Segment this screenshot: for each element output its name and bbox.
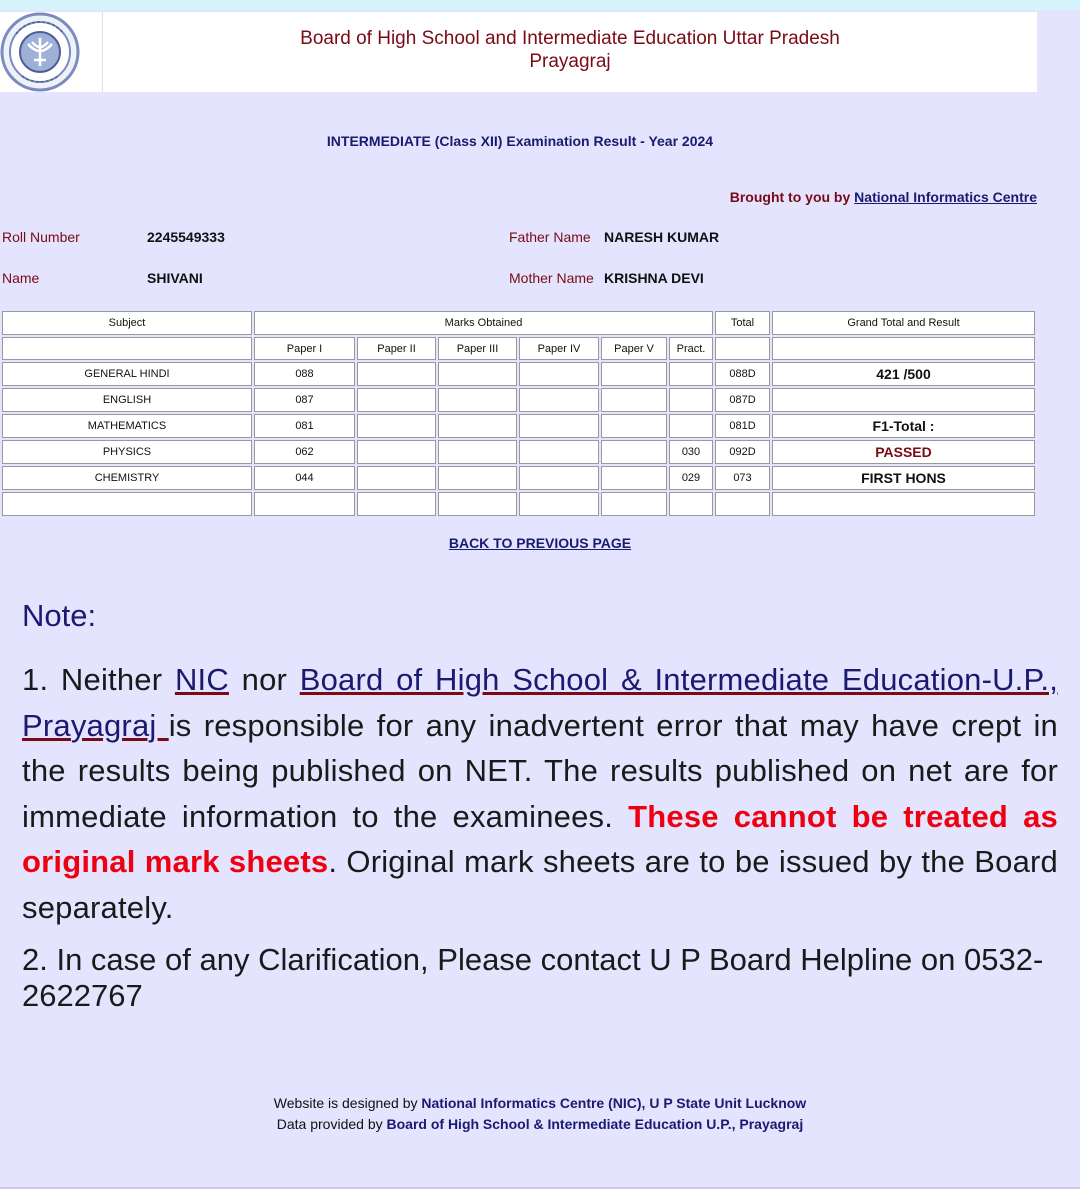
name-label: Name <box>2 270 40 286</box>
paper-1-header: Paper I <box>254 337 355 360</box>
subject-cell: GENERAL HINDI <box>2 362 252 386</box>
marks-obtained-header: Marks Obtained <box>254 311 713 335</box>
table-row <box>2 466 1035 490</box>
paper-2-cell <box>357 388 436 412</box>
practical-cell <box>669 414 713 438</box>
board-name-line1: Board of High School and Intermediate Education Uttar Pradesh <box>300 28 840 49</box>
total-header: Total <box>715 311 770 335</box>
note-1-nor: nor <box>228 662 300 697</box>
name-value: SHIVANI <box>147 270 203 286</box>
exam-title: INTERMEDIATE (Class XII) Examination Result - Year 2024 <box>326 133 714 149</box>
board-name-line2: Prayagraj <box>529 51 611 72</box>
practical-cell: 029 <box>669 466 713 490</box>
empty-cell <box>772 492 1035 516</box>
father-name-value: NARESH KUMAR <box>604 229 720 245</box>
paper-5-cell <box>601 388 667 412</box>
empty-cell <box>2 492 252 516</box>
paper-4-cell <box>519 414 599 438</box>
total-cell: 092D <box>715 440 770 464</box>
grand-cell <box>772 388 1035 412</box>
mother-name-label: Mother Name <box>509 270 594 286</box>
result-status: PASSED <box>772 440 1035 464</box>
roll-number-value: 2245549333 <box>147 229 225 245</box>
total-cell: 073 <box>715 466 770 490</box>
note-1-end: . Original mark sheets are to be issued by the Board separately. <box>22 844 1058 925</box>
marks-table <box>0 309 1037 518</box>
paper-3-cell <box>438 414 517 438</box>
practical-cell <box>669 388 713 412</box>
table-row <box>2 388 1035 412</box>
mother-name-value: KRISHNA DEVI <box>604 270 704 286</box>
paper-5-cell <box>601 466 667 490</box>
note-1-prefix: 1. Neither <box>22 662 175 697</box>
paper-2-cell <box>357 440 436 464</box>
practical-header: Pract. <box>669 337 713 360</box>
table-row <box>2 440 1035 464</box>
table-row-empty <box>2 492 1035 516</box>
paper-2-header: Paper II <box>357 337 436 360</box>
subject-cell: MATHEMATICS <box>2 414 252 438</box>
paper-3-cell <box>438 388 517 412</box>
footer-designed-by: Website is designed by <box>273 1095 418 1111</box>
footer <box>0 1093 1080 1135</box>
paper-5-cell <box>601 414 667 438</box>
paper-1-cell: 062 <box>254 440 355 464</box>
father-name-label: Father Name <box>509 229 591 245</box>
header-banner <box>0 12 1037 92</box>
grand-total-header: Grand Total and Result <box>772 311 1035 335</box>
paper-4-cell <box>519 388 599 412</box>
footer-board-name: Board of High School & Intermediate Education U.P., Prayagraj <box>386 1116 804 1132</box>
f1-total-label: F1-Total : <box>772 414 1035 438</box>
paper-3-cell <box>438 440 517 464</box>
footer-line-1 <box>0 1093 1080 1114</box>
paper-1-cell: 044 <box>254 466 355 490</box>
paper-header-row <box>2 337 1035 360</box>
empty-cell <box>601 492 667 516</box>
footer-data-provided-by: Data provided by <box>276 1116 383 1132</box>
paper-1-cell: 087 <box>254 388 355 412</box>
brought-by <box>730 189 1037 205</box>
paper-3-cell <box>438 362 517 386</box>
brought-by-prefix: Brought to you by <box>729 189 851 205</box>
note-1-middle: is responsible for any inadvertent error that may have crept in the results being published on NET. The results published on net are for immediate information to the examinees. <box>22 707 1058 834</box>
blank-cell <box>772 337 1035 360</box>
nic-note-link[interactable]: NIC <box>174 662 229 697</box>
table-header-row <box>2 311 1035 335</box>
paper-4-cell <box>519 440 599 464</box>
subject-cell: PHYSICS <box>2 440 252 464</box>
paper-1-cell: 088 <box>254 362 355 386</box>
empty-cell <box>669 492 713 516</box>
paper-2-cell <box>357 414 436 438</box>
paper-4-cell <box>519 362 599 386</box>
total-cell: 087D <box>715 388 770 412</box>
footer-nic-name: National Informatics Centre (NIC), U P State Unit Lucknow <box>421 1095 807 1111</box>
paper-5-cell <box>601 440 667 464</box>
roll-number-label: Roll Number <box>2 229 80 245</box>
paper-4-cell <box>519 466 599 490</box>
paper-3-cell <box>438 466 517 490</box>
up-government-emblem-icon <box>0 12 86 92</box>
blank-cell <box>715 337 770 360</box>
subject-cell: ENGLISH <box>2 388 252 412</box>
empty-cell <box>715 492 770 516</box>
board-note-link[interactable]: Board of High School & Intermediate Education-U.P., Prayagraj <box>22 662 1059 743</box>
footer-line-2 <box>0 1114 1080 1135</box>
empty-cell <box>438 492 517 516</box>
nic-link[interactable]: National Informatics Centre <box>854 189 1037 205</box>
practical-cell: 030 <box>669 440 713 464</box>
total-cell: 088D <box>715 362 770 386</box>
subject-cell: CHEMISTRY <box>2 466 252 490</box>
paper-2-cell <box>357 362 436 386</box>
empty-cell <box>254 492 355 516</box>
paper-1-cell: 081 <box>254 414 355 438</box>
result-division: FIRST HONS <box>772 466 1035 490</box>
blank-cell <box>2 337 252 360</box>
total-cell: 081D <box>715 414 770 438</box>
paper-4-header: Paper IV <box>519 337 599 360</box>
back-to-previous-page-link[interactable]: BACK TO PREVIOUS PAGE <box>448 535 632 551</box>
empty-cell <box>357 492 436 516</box>
table-row <box>2 362 1035 386</box>
note-1-warning: These cannot be treated as original mark sheets <box>22 798 1058 879</box>
paper-3-header: Paper III <box>438 337 517 360</box>
note-item-2: 2. In case of any Clarification, Please contact U P Board Helpline on 0532-2622767 <box>22 942 1044 1013</box>
note-title: Note: <box>22 598 97 633</box>
paper-2-cell <box>357 466 436 490</box>
note-item-1 <box>22 657 1058 930</box>
subject-header: Subject <box>2 311 252 335</box>
practical-cell <box>669 362 713 386</box>
paper-5-cell <box>601 362 667 386</box>
board-name <box>103 27 1037 73</box>
table-row <box>2 414 1035 438</box>
paper-5-header: Paper V <box>601 337 667 360</box>
grand-total-value: 421 /500 <box>772 362 1035 386</box>
top-strip <box>0 0 1080 10</box>
empty-cell <box>519 492 599 516</box>
